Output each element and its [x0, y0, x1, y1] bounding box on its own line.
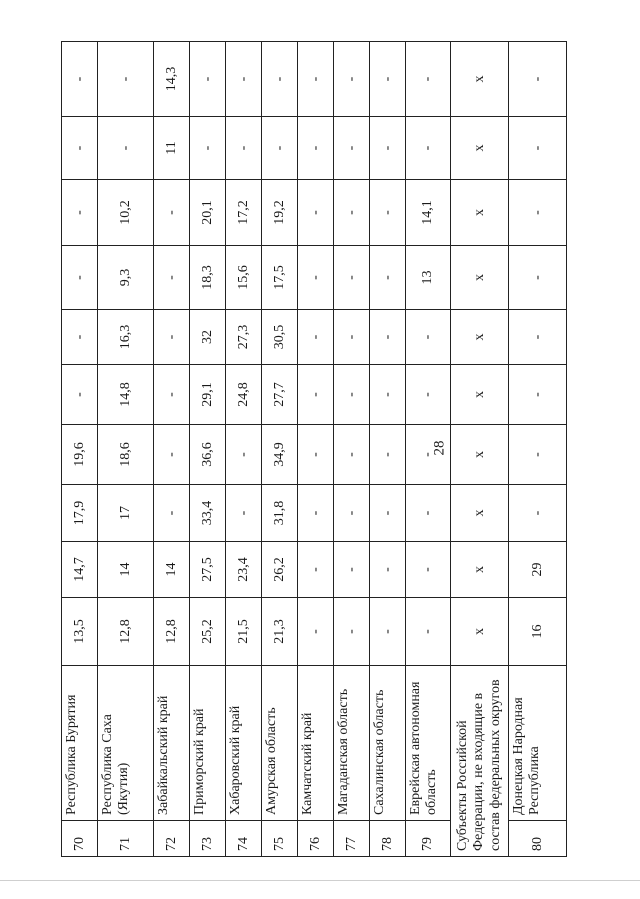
- value-cell: -: [509, 117, 567, 180]
- table-row: [190, 42, 226, 857]
- value-cell: 25,2: [190, 598, 226, 666]
- value-cell: -: [226, 425, 262, 485]
- value-cell: x: [451, 425, 509, 485]
- value-cell: -: [406, 542, 451, 598]
- value-cell: -: [406, 310, 451, 365]
- value-cell: -: [62, 117, 98, 180]
- value-cell: 31,8: [262, 485, 298, 542]
- table-row: [370, 42, 406, 857]
- value-cell: 12,8: [154, 598, 190, 666]
- value-cell: -: [334, 246, 370, 310]
- value-cell: 18,3: [190, 246, 226, 310]
- value-cell: -: [62, 365, 98, 425]
- row-number-cell: 70: [62, 821, 98, 857]
- value-cell: x: [451, 117, 509, 180]
- row-number-cell: 73: [190, 821, 226, 857]
- value-cell: -: [370, 117, 406, 180]
- region-name-cell: Приморский край: [190, 666, 226, 821]
- value-cell: x: [451, 42, 509, 117]
- value-cell: 14,1: [406, 180, 451, 246]
- value-cell: 16,3: [98, 310, 154, 365]
- page-bottom-rule: [0, 880, 640, 881]
- table-row: [262, 42, 298, 857]
- value-cell: 13: [406, 246, 451, 310]
- value-cell: -: [370, 425, 406, 485]
- table-row: [451, 42, 509, 857]
- value-cell: 29,1: [190, 365, 226, 425]
- region-name-cell: Забайкальский край: [154, 666, 190, 821]
- region-name-cell: Еврейская автономная область: [406, 666, 451, 821]
- value-cell: x: [451, 598, 509, 666]
- value-cell: -: [334, 598, 370, 666]
- value-cell: -: [370, 42, 406, 117]
- value-cell: 20,1: [190, 180, 226, 246]
- value-cell: -: [262, 42, 298, 117]
- region-name-cell: Субъекты Российской Федерации, не входящие в состав федеральных округов: [451, 666, 509, 857]
- row-number-cell: 75: [262, 821, 298, 857]
- value-cell: 18,6: [98, 425, 154, 485]
- value-cell: 13,5: [62, 598, 98, 666]
- value-cell: -: [509, 246, 567, 310]
- value-cell: x: [451, 542, 509, 598]
- row-number-cell: 72: [154, 821, 190, 857]
- value-cell: -: [154, 425, 190, 485]
- row-number-cell: 74: [226, 821, 262, 857]
- value-cell: -: [509, 365, 567, 425]
- value-cell: -: [406, 598, 451, 666]
- value-cell: 32: [190, 310, 226, 365]
- region-name-cell: Амурская область: [262, 666, 298, 821]
- value-cell: 21,3: [262, 598, 298, 666]
- value-cell: -: [509, 180, 567, 246]
- value-cell: -: [334, 117, 370, 180]
- value-cell: -: [334, 365, 370, 425]
- value-cell: 17: [98, 485, 154, 542]
- value-cell: 9,3: [98, 246, 154, 310]
- table-row: [406, 42, 451, 857]
- value-cell: -: [154, 485, 190, 542]
- value-cell: 27,7: [262, 365, 298, 425]
- region-name-cell: Камчатский край: [298, 666, 334, 821]
- value-cell: x: [451, 310, 509, 365]
- region-name-cell: Сахалинская область: [370, 666, 406, 821]
- row-number-cell: 80: [509, 821, 567, 857]
- value-cell: 16: [509, 598, 567, 666]
- value-cell: -: [226, 42, 262, 117]
- value-cell: -: [298, 598, 334, 666]
- rotated-table-container: [61, 42, 560, 857]
- value-cell: -: [334, 542, 370, 598]
- value-cell: 10,2: [98, 180, 154, 246]
- value-cell: -: [334, 310, 370, 365]
- value-cell: -: [62, 42, 98, 117]
- value-cell: -: [406, 365, 451, 425]
- value-cell: 36,6: [190, 425, 226, 485]
- value-cell: 26,2: [262, 542, 298, 598]
- value-cell: 11: [154, 117, 190, 180]
- value-cell: 33,4: [190, 485, 226, 542]
- value-cell: -: [298, 365, 334, 425]
- table-row: [509, 42, 567, 857]
- value-cell: -: [298, 310, 334, 365]
- value-cell: 27,5: [190, 542, 226, 598]
- value-cell: -: [334, 425, 370, 485]
- table-body: [62, 42, 567, 857]
- value-cell: -: [298, 542, 334, 598]
- value-cell: x: [451, 246, 509, 310]
- value-cell: -: [226, 485, 262, 542]
- value-cell: x: [451, 180, 509, 246]
- value-cell: -: [62, 180, 98, 246]
- table-row: [154, 42, 190, 857]
- value-cell: -: [226, 117, 262, 180]
- value-cell: -: [298, 180, 334, 246]
- value-cell: 30,5: [262, 310, 298, 365]
- value-cell: 14,3: [154, 42, 190, 117]
- region-name-cell: Магаданская область: [334, 666, 370, 821]
- table-row: [334, 42, 370, 857]
- page-number: 28: [431, 440, 448, 456]
- value-cell: 15,6: [226, 246, 262, 310]
- value-cell: -: [370, 310, 406, 365]
- value-cell: -: [298, 425, 334, 485]
- value-cell: -: [298, 42, 334, 117]
- value-cell: -: [370, 365, 406, 425]
- value-cell: 21,5: [226, 598, 262, 666]
- value-cell: -: [154, 310, 190, 365]
- value-cell: -: [370, 542, 406, 598]
- value-cell: x: [451, 365, 509, 425]
- regional-data-table: [61, 41, 567, 857]
- value-cell: -: [509, 485, 567, 542]
- value-cell: -: [62, 310, 98, 365]
- row-number-cell: 79: [406, 821, 451, 857]
- row-number-cell: 77: [334, 821, 370, 857]
- value-cell: 17,9: [62, 485, 98, 542]
- value-cell: -: [298, 246, 334, 310]
- value-cell: -: [262, 117, 298, 180]
- value-cell: 12,8: [98, 598, 154, 666]
- value-cell: 24,8: [226, 365, 262, 425]
- value-cell: -: [406, 425, 451, 485]
- region-name-cell: Республика Саха (Якутия): [98, 666, 154, 821]
- value-cell: 17,2: [226, 180, 262, 246]
- value-cell: -: [298, 117, 334, 180]
- value-cell: -: [98, 42, 154, 117]
- value-cell: -: [406, 485, 451, 542]
- value-cell: 14: [98, 542, 154, 598]
- region-name-cell: Республика Бурятия: [62, 666, 98, 821]
- value-cell: 19,2: [262, 180, 298, 246]
- value-cell: -: [334, 485, 370, 542]
- value-cell: -: [509, 42, 567, 117]
- row-number-cell: 71: [98, 821, 154, 857]
- table-row: [298, 42, 334, 857]
- value-cell: -: [370, 598, 406, 666]
- value-cell: -: [154, 365, 190, 425]
- value-cell: -: [370, 485, 406, 542]
- value-cell: 29: [509, 542, 567, 598]
- value-cell: 14,7: [62, 542, 98, 598]
- row-number-cell: 78: [370, 821, 406, 857]
- value-cell: -: [190, 42, 226, 117]
- value-cell: 23,4: [226, 542, 262, 598]
- value-cell: -: [406, 117, 451, 180]
- region-name-cell: Хабаровский край: [226, 666, 262, 821]
- value-cell: -: [98, 117, 154, 180]
- value-cell: -: [334, 42, 370, 117]
- value-cell: -: [334, 180, 370, 246]
- rotated-table-sheet: [61, 42, 560, 857]
- value-cell: 14: [154, 542, 190, 598]
- value-cell: 34,9: [262, 425, 298, 485]
- value-cell: -: [298, 485, 334, 542]
- value-cell: -: [406, 42, 451, 117]
- value-cell: 17,5: [262, 246, 298, 310]
- value-cell: -: [62, 246, 98, 310]
- value-cell: -: [190, 117, 226, 180]
- table-row: [98, 42, 154, 857]
- value-cell: -: [370, 180, 406, 246]
- value-cell: -: [370, 246, 406, 310]
- value-cell: x: [451, 485, 509, 542]
- row-number-cell: 76: [298, 821, 334, 857]
- value-cell: -: [509, 425, 567, 485]
- table-row: [62, 42, 98, 857]
- value-cell: -: [154, 180, 190, 246]
- value-cell: 19,6: [62, 425, 98, 485]
- value-cell: 14,8: [98, 365, 154, 425]
- value-cell: -: [154, 246, 190, 310]
- value-cell: 27,3: [226, 310, 262, 365]
- value-cell: -: [509, 310, 567, 365]
- table-row: [226, 42, 262, 857]
- region-name-cell: Донецкая Народная Республика: [509, 666, 567, 821]
